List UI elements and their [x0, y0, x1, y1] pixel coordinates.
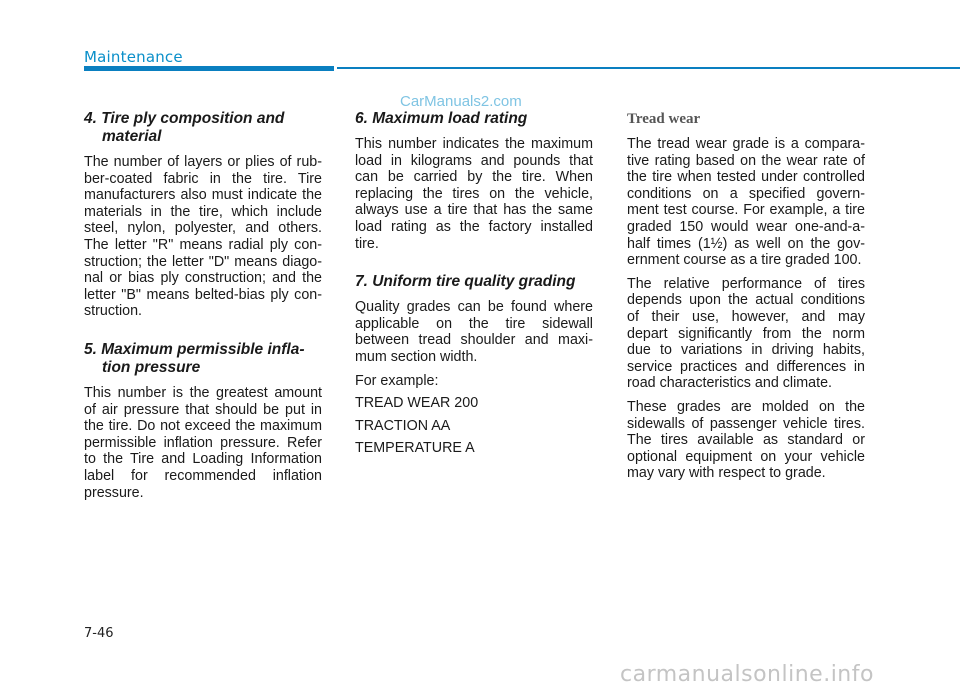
heading-load-rating: 6. Maximum load rating [355, 110, 528, 127]
page-number: 7-46 [84, 626, 114, 641]
header-rule-accent [84, 66, 334, 71]
paragraph-load-rating: This number indicates the maximum load in kilograms and pounds that can be carried by the tire. When replacing the tires on the vehicle, always use a tire that has the same load rating as the factory installed tire. [355, 136, 593, 252]
column-left [84, 110, 322, 508]
heading-line: 5. Maximum permissible infla- [84, 340, 305, 358]
heading-ply-composition [84, 110, 322, 146]
paragraph-inflation-pressure: This number is the greatest amount of air pressure that should be put in the tire. Do not exceed the maximum permissible inflation pressure. Refer to the Tire and Loading Information label for recommended inflation pressure. [84, 384, 322, 501]
watermark-bottom: carmanualsonline.info [620, 662, 874, 687]
heading-quality-grading: 7. Uniform tire quality grading [355, 273, 576, 291]
heading-tread-wear: Tread wear [627, 111, 701, 127]
column-middle [355, 110, 593, 463]
heading-line: material [102, 128, 162, 145]
paragraph-tread-wear-3: These grades are molded on the sidewalls of passenger vehicle tires. The tires available as standard or optional equipment on your vehicle may vary with respect to grade. [627, 398, 865, 482]
example-traction: TRACTION AA [355, 417, 451, 434]
watermark-top: CarManuals2.com [400, 93, 522, 110]
paragraph-tread-wear-2: The relative performance of tires depends upon the actual conditions of their use, however, and may depart significantly from the norm due to variations in driving habits, service practices and differences in road characteristics and climate. [627, 275, 865, 392]
paragraph-quality-grading: Quality grades can be found where applicable on the tire sidewall between tread shoulder and maxi-mum section width. [355, 299, 593, 365]
paragraph-ply-composition: The number of layers or plies of rub-ber-coated fabric in the tire. Tire manufacturers also must indicate the materials in the tire, which include steel, nylon, polyester, and others. The letter "R" means radial ply con-struction; the letter "D" means diago-nal or bias ply construction; and the letter "B" means belted-bias ply con-struction. [84, 154, 322, 320]
example-tread-wear: TREAD WEAR 200 [355, 395, 479, 412]
example-temperature: TEMPERATURE A [355, 440, 475, 457]
section-title: Maintenance [84, 48, 183, 66]
header-rule [337, 67, 960, 69]
heading-line: 4. Tire ply composition and [84, 110, 285, 127]
heading-line: tion pressure [102, 358, 201, 376]
paragraph-tread-wear-1: The tread wear grade is a compara-tive rating based on the wear rate of the tire when tested under controlled conditions on a specified govern-ment test course. For example, a tire graded 150 would wear one-and-a-half times (1½) as well on the gov-ernment course as a tire graded 100. [627, 136, 865, 269]
column-right [627, 110, 865, 489]
heading-inflation-pressure [84, 341, 322, 377]
example-label: For example: [355, 372, 439, 389]
